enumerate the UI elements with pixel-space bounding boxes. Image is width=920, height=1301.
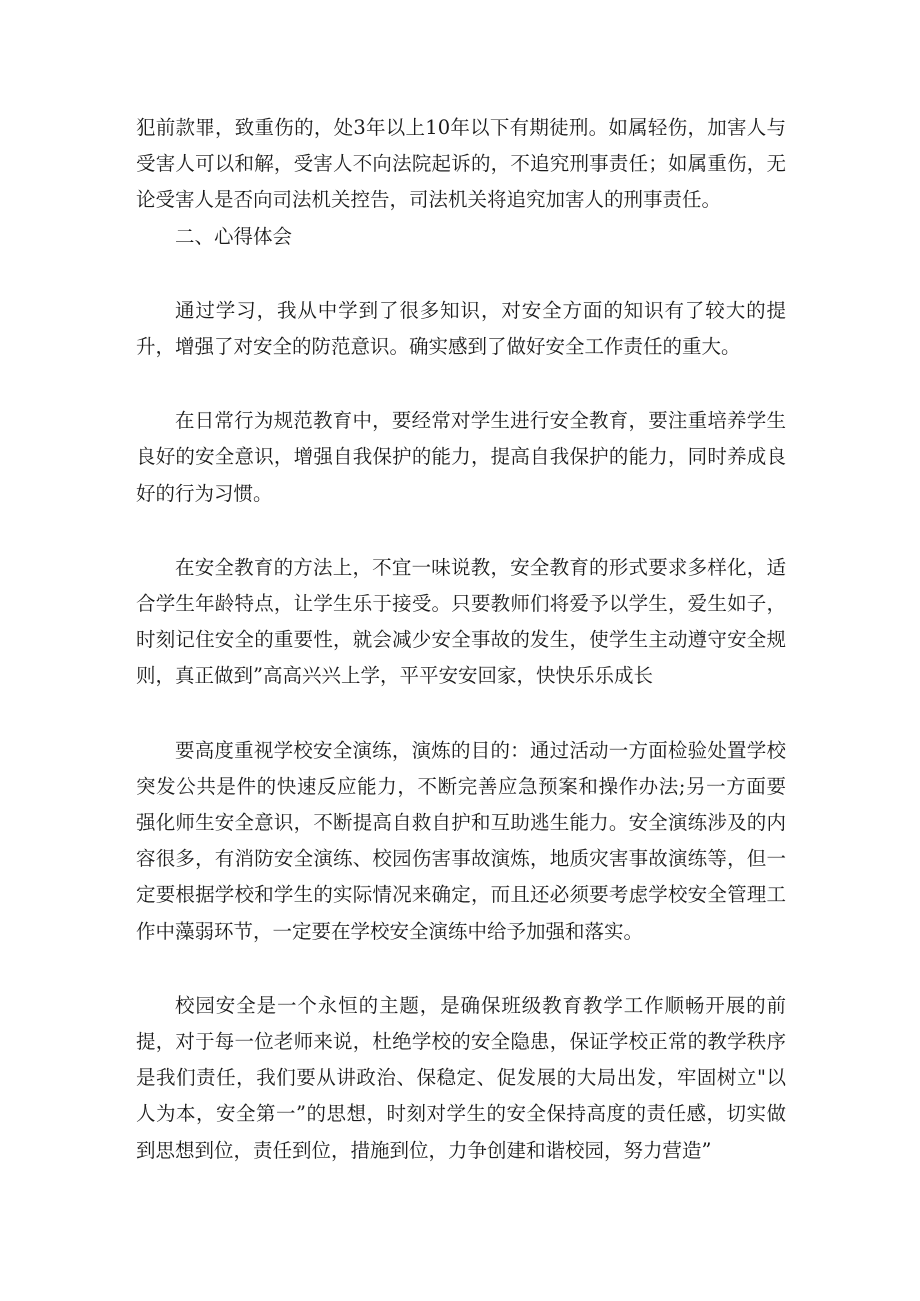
document-body [136, 110, 786, 1169]
paragraph-safety-drill: 要高度重视学校安全演练，演炼的目的：通过活动一方面检验处置学校突发公共是件的快速反应能力，不断完善应急预案和操作办法;另一方面要强化师生安全意识，不断提高自救自护和互助逃生能力。安全演练涉及的内容很多，有消防安全演练、校园伤害事故演炼，地质灾害事故演练等，但一定要根据学校和学生的实际情况来确定，而且还必须要考虑学校安全管理工作中藻弱环节，一定要在学校安全演练中给予加强和落实。 [136, 738, 786, 943]
paragraph-legal-clause: 犯前款罪，致重伤的，处3年以上10年以下有期徒刑。如属轻伤，加害人与受害人可以和解，受害人不向法院起诉的，不追究刑事责任；如属重伤，无论受害人是否向司法机关控告，司法机关将追究加害人的刑事责任。 [136, 116, 786, 212]
paragraph-campus-safety: 校园安全是一个永恒的主题，是确保班级教育教学工作顺畅开展的前提，对于每一位老师来说，杜绝学校的安全隐患，保证学校正常的教学秩序是我们责任，我们要从讲政治、保稳定、促发展的大局出发，牢固树立"以人为本，安全第一”的思想，时刻对学生的安全保持高度的责任感，切实做到思想到位，责任到位，措施到位，力争创建和谐校园，努力营造” [136, 993, 786, 1162]
paragraph-learning: 通过学习，我从中学到了很多知识，对安全方面的知识有了较大的提升，增强了对安全的防范意识。确实感到了做好安全工作责任的重大。 [136, 298, 786, 359]
paragraph-daily-education: 在日常行为规范教育中，要经常对学生进行安全教育，要注重培养学生良好的安全意识，增强自我保护的能力，提高自我保护的能力，同时养成良好的行为习惯。 [136, 409, 786, 505]
paragraph-education-method: 在安全教育的方法上，不宜一味说教，安全教育的形式要求多样化，适合学生年龄特点，让学生乐于接受。只要教师们将爱予以学生，爱生如子，时刻记住安全的重要性，就会减少安全事故的发生，使学生主动遵守安全规则，真正做到”高高兴兴上学，平平安安回家，快快乐乐成长 [136, 555, 786, 688]
section-heading: 二、心得体会 [175, 224, 293, 248]
